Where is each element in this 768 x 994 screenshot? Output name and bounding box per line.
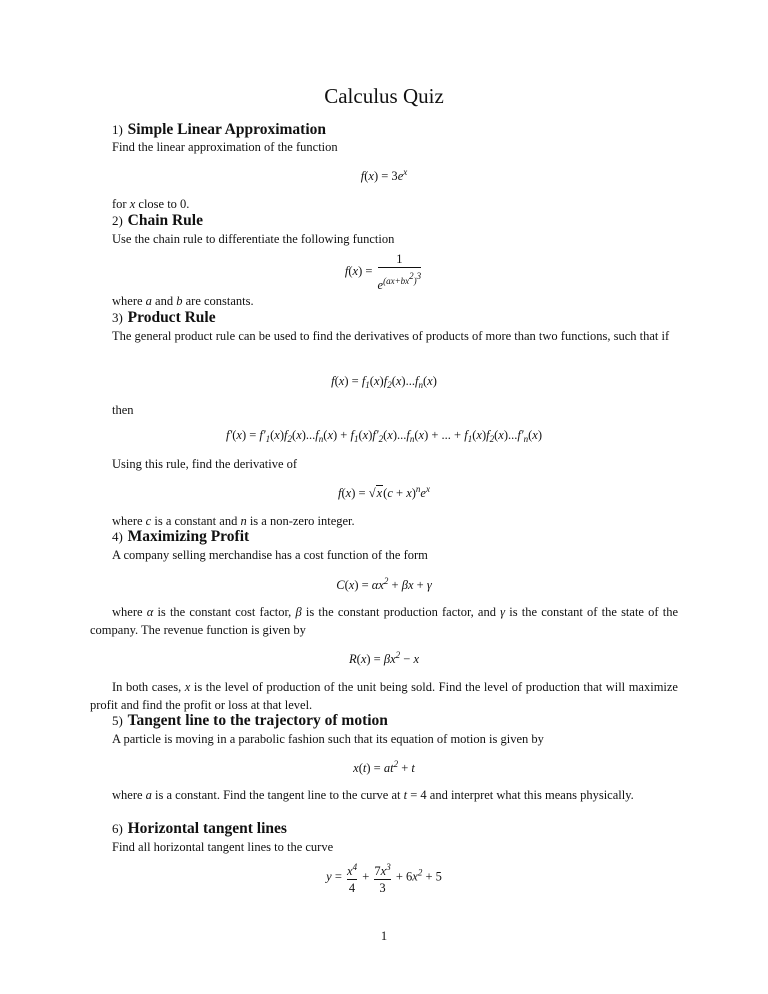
section-4-question: In both cases, x is the level of production of the unit being sold. Find the level of production that will maximize profit and find the profit or loss at that level. xyxy=(90,680,678,712)
section-number: 3) xyxy=(112,310,123,325)
equation-product: $f(x) = f_1(x)f_2(x)...f_n(x)$ xyxy=(331,374,437,390)
section-number: 5) xyxy=(112,713,123,728)
section-2-note: where a and b are constants. xyxy=(112,294,254,308)
section-4-heading xyxy=(112,527,249,546)
equation-curve: y = $\frac{x^4}{4}$ + $\frac{7x^3}{3}$ + $6x^2 + 5$ xyxy=(326,862,442,895)
section-4-cost-description: where α is the constant cost factor, β is the constant production factor, and γ is the constant of the state of the company. The revenue function is given by xyxy=(90,605,678,637)
section-6-intro: Find all horizontal tangent lines to the curve xyxy=(112,840,334,854)
section-1-heading xyxy=(112,120,326,139)
section-3-using: Using this rule, find the derivative of xyxy=(112,457,298,471)
section-3-then: then xyxy=(112,403,134,417)
section-number: 6) xyxy=(112,821,123,836)
section-name: Horizontal tangent lines xyxy=(127,820,287,837)
equation-motion: $x(t) = at^2 + t$ xyxy=(353,759,415,775)
section-3-note: where c is a constant and n is a non-zero integer. xyxy=(112,514,355,528)
section-name: Maximizing Profit xyxy=(127,528,250,545)
section-1-note: for x close to 0. xyxy=(112,197,190,211)
equation-chain: f(x) = $\frac{1}{e^{(ax+bx^2)^3}}$ xyxy=(344,252,422,292)
section-name: Simple Linear Approximation xyxy=(127,121,326,138)
page-title: Calculus Quiz xyxy=(324,84,444,108)
equation-product-exercise: $f(x) = √x(c + x)^ne^x$ xyxy=(338,484,430,500)
section-2-intro: Use the chain rule to differentiate the following function xyxy=(112,232,395,246)
section-5-heading xyxy=(112,711,388,730)
section-name: Tangent line to the trajectory of motion xyxy=(127,712,388,729)
section-number: 1) xyxy=(112,122,123,137)
section-2-heading xyxy=(112,211,203,230)
section-3-heading xyxy=(112,308,216,327)
section-1-intro: Find the linear approximation of the function xyxy=(112,140,338,154)
section-name: Chain Rule xyxy=(127,212,203,229)
section-name: Product Rule xyxy=(127,309,216,326)
page-number: 1 xyxy=(380,929,388,943)
section-3-intro: The general product rule can be used to find the derivatives of products of more than two functions, such that if xyxy=(112,329,670,343)
section-number: 4) xyxy=(112,529,123,544)
equation-revenue: $R(x) = \beta x^2 - x$ xyxy=(349,650,419,666)
section-6-heading xyxy=(112,819,287,838)
equation-linear: $f(x) = 3e^x$ xyxy=(360,167,408,183)
equation-cost: $C(x) = \alpha x^2 + \beta x + \gamma$ xyxy=(336,576,432,592)
section-5-question: where a is a constant. Find the tangent line to the curve at t = 4 and interpret what this means physically. xyxy=(112,788,634,802)
section-number: 2) xyxy=(112,213,123,228)
section-4-intro: A company selling merchandise has a cost function of the form xyxy=(112,548,428,562)
equation-general-product-rule: $f'(x) = f'_1(x)f_2(x)...f_n(x) + f_1(x)f'_2(x)...f_n(x)$ + ... + $f_1(x)f_2(x)...f'_n(x)$ xyxy=(225,428,543,444)
section-5-intro: A particle is moving in a parabolic fashion such that its equation of motion is given by xyxy=(112,732,544,746)
